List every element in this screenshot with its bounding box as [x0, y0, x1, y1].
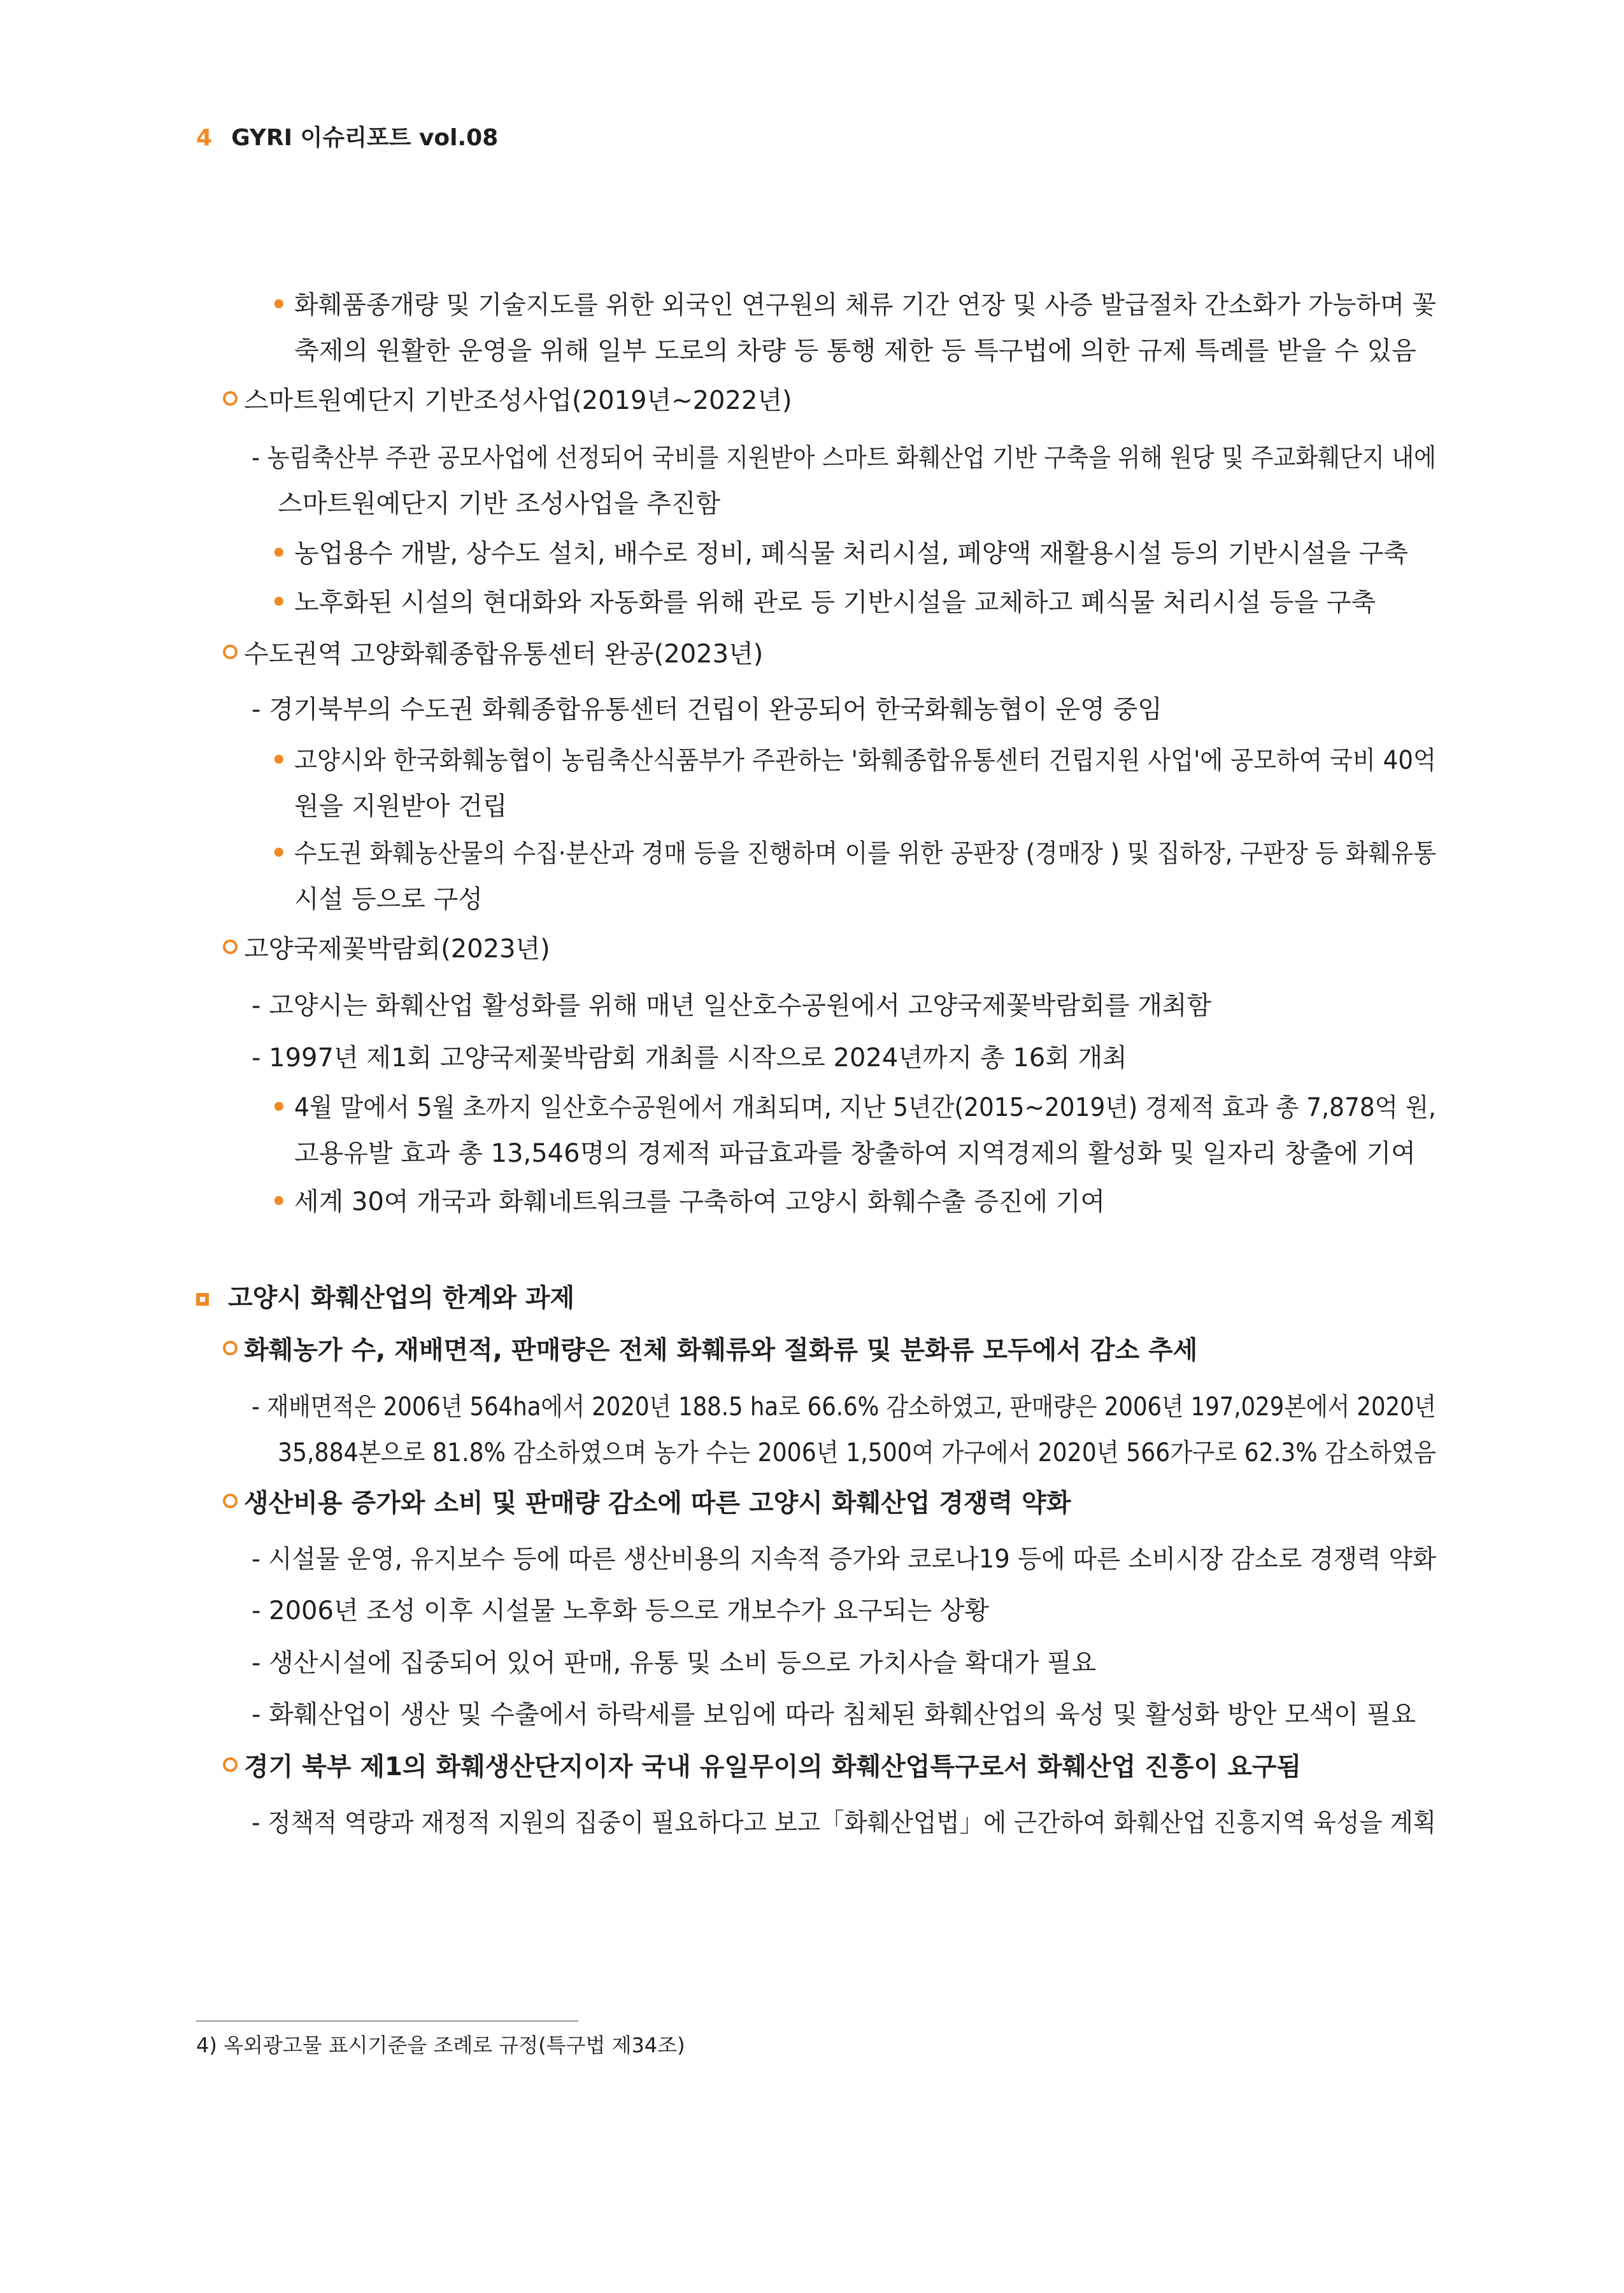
list-item: 농업용수 개발, 상수도 설치, 배수로 정비, 폐식물 처리시설, 폐양액 재활용시설 등의 기반시설을 구축	[294, 539, 1409, 568]
footnote-divider	[196, 2020, 578, 2022]
dash-line: - 시설물 운영, 유지보수 등에 따른 생산비용의 지속적 증가와 코로나19 등에 따른 소비시장 감소로 경쟁력 약화	[252, 1545, 1437, 1574]
dash-icon: -	[252, 1545, 260, 1574]
dash-line: - 1997년 제1회 고양국제꽃박람회 개최를 시작으로 2024년까지 총 16회 개최	[252, 1043, 1127, 1073]
dash-line: - 생산시설에 집중되어 있어 판매, 유통 및 소비 등으로 가치사슬 확대가 필요	[252, 1648, 1097, 1678]
bullet-line	[271, 587, 287, 618]
dash-line: - 정책적 역량과 재정적 지원의 집중이 필요하다고 보고「화훼산업법」에 근간하여 화훼산업 진흥지역 육성을 계획	[252, 1808, 1436, 1838]
list-item-continuation: 시설 등으로 구성	[294, 885, 483, 914]
dash-icon: -	[252, 1596, 261, 1625]
footnote: 4) 옥외광고물 표시기준을 조례로 규정(특구법 제34조)	[196, 2033, 685, 2057]
subheading: 경기 북부 제1의 화훼생산단지이자 국내 유일무이의 화훼산업특구로서 화훼산업 진흥이 요구됨	[223, 1752, 1301, 1782]
list-item: 화훼품종개량 및 기술지도를 위한 외국인 연구원의 체류 기간 연장 및 사증 발급절차 간소화가 가능하며 꽃	[294, 290, 1436, 320]
dash-icon: -	[252, 991, 261, 1020]
subheading: 스마트원예단지 기반조성사업(2019년~2022년)	[223, 385, 792, 416]
dash-icon: -	[252, 695, 261, 724]
list-item-continuation: 고용유발 효과 총 13,546명의 경제적 파급효과를 창출하여 지역경제의 활성화 및 일자리 창출에 기여	[294, 1139, 1416, 1168]
bullet-line	[271, 290, 287, 320]
section-square-icon	[196, 1293, 209, 1306]
dash-line: - 재배면적은 2006년 564ha에서 2020년 188.5 ha로 66.6% 감소하였고, 판매량은 2006년 197,029본에서 2020년	[252, 1392, 1436, 1422]
circle-bullet-icon	[223, 645, 238, 659]
report-title: GYRI 이슈리포트 vol.08	[231, 125, 499, 151]
dash-icon: -	[252, 1392, 260, 1422]
bullet-dot-icon: •	[271, 539, 287, 568]
dash-line: - 고양시는 화훼산업 활성화를 위해 매년 일산호수공원에서 고양국제꽃박람회를 개최함	[252, 991, 1212, 1020]
bullet-line	[271, 838, 287, 869]
dash-line: - 경기북부의 수도권 화훼종합유통센터 건립이 완공되어 한국화훼농협이 운영 중임	[252, 695, 1162, 724]
bullet-dot-icon: •	[271, 839, 287, 868]
subheading: 생산비용 증가와 소비 및 판매량 감소에 따른 고양시 화훼산업 경쟁력 약화	[223, 1488, 1071, 1518]
bullet-line	[271, 1187, 287, 1217]
bullet-dot-icon: •	[271, 1093, 287, 1122]
dash-icon: -	[252, 443, 260, 473]
circle-bullet-icon	[223, 391, 238, 406]
dash-line: - 화훼산업이 생산 및 수출에서 하락세를 보임에 따라 침체된 화훼산업의 육성 및 활성화 방안 모색이 필요	[252, 1700, 1416, 1729]
bullet-dot-icon: •	[271, 588, 287, 617]
dash-continuation: 35,884본으로 81.8% 감소하였으며 농가 수는 2006년 1,500여 가구에서 2020년 566가구로 62.3% 감소하였음	[278, 1438, 1436, 1468]
list-item: 고양시와 한국화훼농협이 농림축산식품부가 주관하는 '화훼종합유통센터 건립지원 사업'에 공모하여 국비 40억	[294, 746, 1437, 775]
bullet-dot-icon: •	[271, 1187, 287, 1217]
list-item: 수도권 화훼농산물의 수집·분산과 경매 등을 진행하며 이를 위한 공판장 (경매장 ) 및 집하장, 구판장 등 화훼유통	[294, 839, 1437, 868]
dash-icon: -	[252, 1648, 261, 1678]
circle-bullet-icon	[223, 1757, 238, 1772]
list-item-continuation: 축제의 원활한 운영을 위해 일부 도로의 차량 등 통행 제한 등 특구법에 의한 규제 특례를 받을 수 있음	[294, 336, 1416, 366]
dash-icon: -	[252, 1043, 261, 1073]
subheading: 화훼농가 수, 재배면적, 판매량은 전체 화훼류와 절화류 및 분화류 모두에서 감소 추세	[223, 1335, 1197, 1366]
bullet-line	[271, 538, 287, 569]
circle-bullet-icon	[223, 1341, 238, 1355]
list-item-continuation: 원을 지원받아 건립	[294, 792, 508, 821]
list-item: 노후화된 시설의 현대화와 자동화를 위해 관로 등 기반시설을 교체하고 폐식물 처리시설 등을 구축	[294, 588, 1376, 617]
bullet-dot-icon: •	[271, 290, 287, 320]
circle-bullet-icon	[223, 1494, 238, 1508]
bullet-line	[271, 1092, 287, 1123]
subheading: 수도권역 고양화훼종합유통센터 완공(2023년)	[223, 639, 763, 669]
dash-line: - 2006년 조성 이후 시설물 노후화 등으로 개보수가 요구되는 상황	[252, 1596, 990, 1625]
dash-icon: -	[252, 1700, 261, 1729]
dash-icon: -	[252, 1808, 260, 1838]
bullet-dot-icon: •	[271, 746, 287, 775]
dash-continuation: 스마트원예단지 기반 조성사업을 추진함	[278, 489, 721, 518]
list-item: 세계 30여 개국과 화훼네트워크를 구축하여 고양시 화훼수출 증진에 기여	[294, 1187, 1106, 1217]
page-number: 4	[196, 125, 213, 151]
section-title: 고양시 화훼산업의 한계와 과제	[228, 1283, 575, 1313]
dash-line: - 농림축산부 주관 공모사업에 선정되어 국비를 지원받아 스마트 화훼산업 기반 구축을 위해 원당 및 주교화훼단지 내에	[252, 443, 1437, 473]
page-header	[196, 120, 498, 152]
bullet-line	[271, 745, 287, 776]
list-item: 4월 말에서 5월 초까지 일산호수공원에서 개최되며, 지난 5년간(2015~2019년) 경제적 효과 총 7,878억 원,	[294, 1093, 1436, 1122]
subheading: 고양국제꽃박람회(2023년)	[223, 934, 550, 964]
circle-bullet-icon	[223, 939, 238, 954]
